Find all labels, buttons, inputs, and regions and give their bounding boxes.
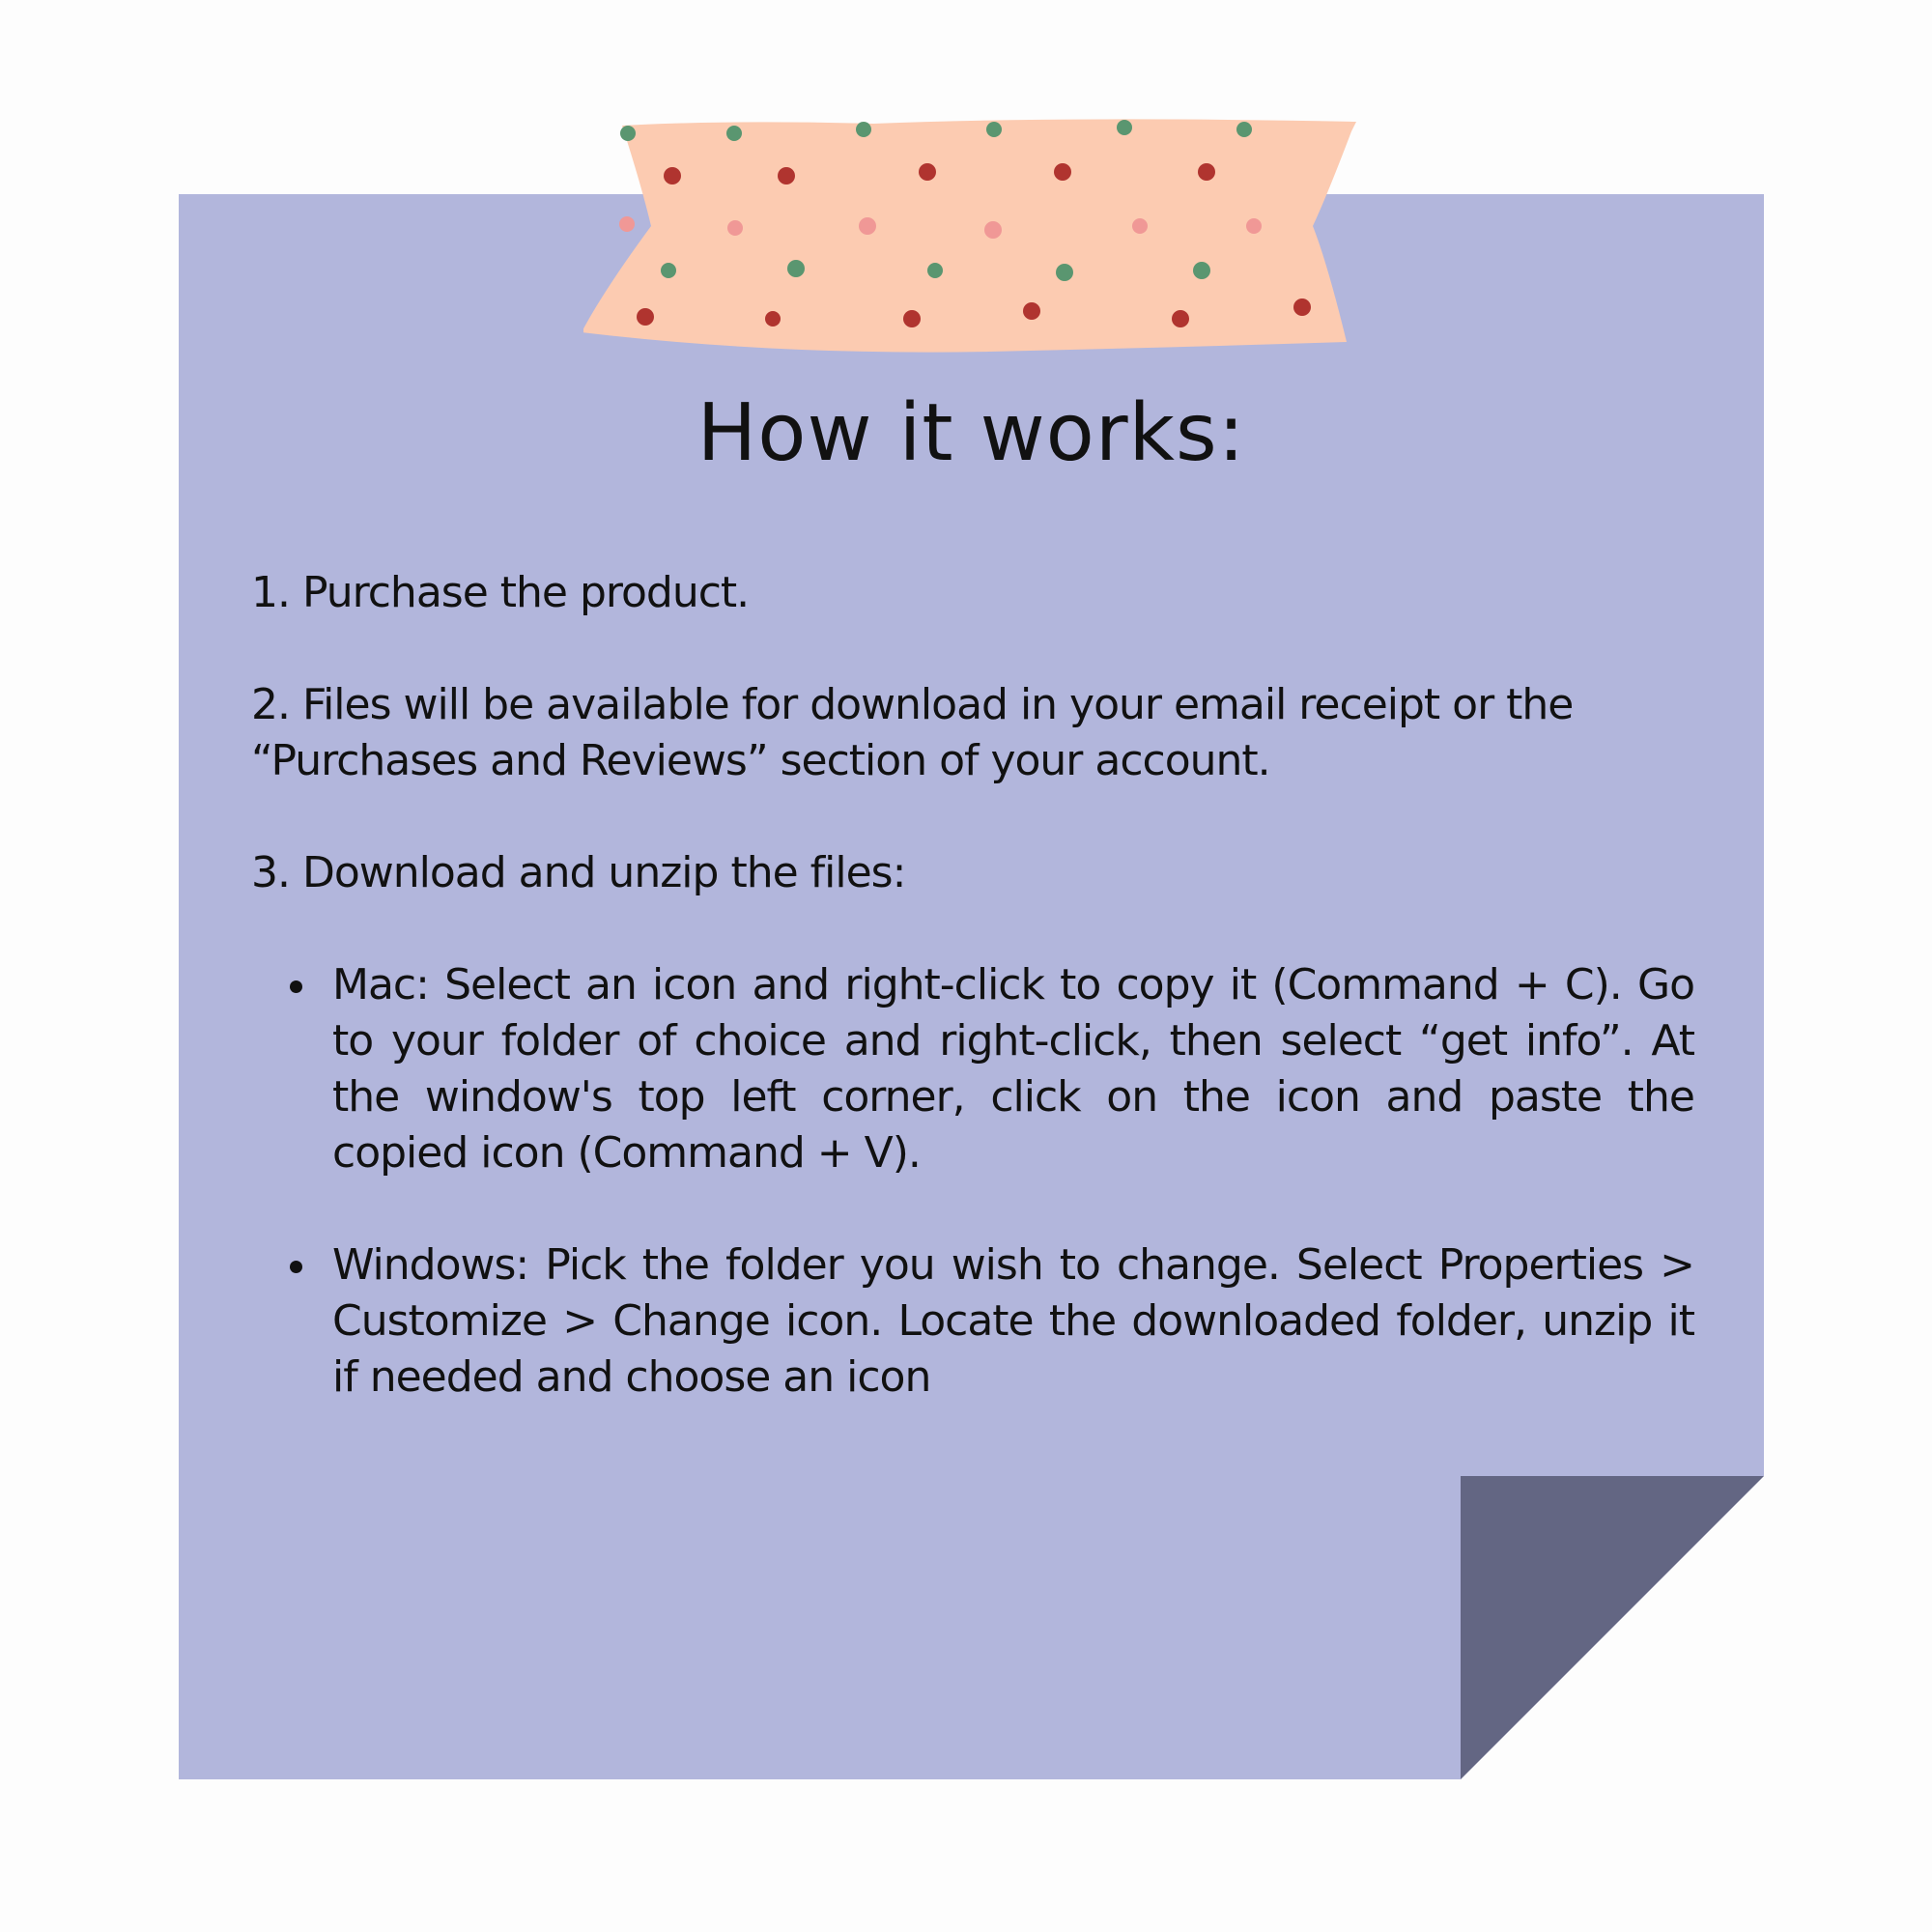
step-purchase: 1. Purchase the product. (251, 568, 750, 617)
instructions (251, 565, 1694, 1462)
tape-dot (619, 216, 635, 232)
tape-dot (903, 310, 921, 327)
tape-dot (919, 163, 936, 181)
tape-dot (1117, 120, 1132, 135)
bullet-dot-icon (290, 1261, 302, 1273)
tape-dot (620, 126, 636, 141)
windows-instructions-text: Windows: Pick the folder you wish to change. Select Properties > Customize > Change icon. Locate the downloaded folder, unzip it if needed and choose an icon (332, 1240, 1694, 1402)
tape-dot (986, 122, 1002, 137)
tape-strip (583, 119, 1356, 352)
washi-tape (583, 118, 1360, 355)
washi-tape-graphic (583, 118, 1360, 355)
tape-dot (1236, 122, 1252, 137)
tape-dot (726, 126, 742, 141)
tape-dot (927, 263, 943, 278)
bullet-dot-icon (290, 980, 302, 993)
windows-instructions (332, 1237, 1694, 1406)
tape-dot (1193, 262, 1210, 279)
tape-dot (1132, 218, 1148, 234)
tape-dot (1246, 218, 1262, 234)
tape-dot (1056, 264, 1073, 281)
tape-dot (727, 220, 743, 236)
tape-dot (859, 217, 876, 235)
tape-dot (664, 167, 681, 185)
mac-instructions-text: Mac: Select an icon and right-click to copy it (Command + C). Go to your folder of choice and right-click, then select “get info”. At the window's top left corner, click on the icon and paste the copied icon (Command + V). (332, 960, 1694, 1178)
tape-dot (661, 263, 676, 278)
tape-dot (765, 311, 781, 327)
tape-dot (787, 260, 805, 277)
tape-dot (637, 308, 654, 326)
tape-dot (856, 122, 871, 137)
tape-dot (1198, 163, 1215, 181)
tape-dot (984, 221, 1002, 239)
step-download-location: 2. Files will be available for download in your email receipt or the “Purchases and Reviews” section of your account. (251, 680, 1574, 785)
tape-dot (778, 167, 795, 185)
page-title: How it works: (696, 387, 1246, 479)
note-folded-corner (1461, 1476, 1764, 1779)
mac-instructions (332, 957, 1694, 1181)
tape-dot (1172, 310, 1189, 327)
step-unzip: 3. Download and unzip the files: (251, 848, 906, 897)
tape-dot (1023, 302, 1040, 320)
tape-dot (1293, 298, 1311, 316)
platform-instructions (251, 957, 1694, 1406)
tape-dot (1054, 163, 1071, 181)
